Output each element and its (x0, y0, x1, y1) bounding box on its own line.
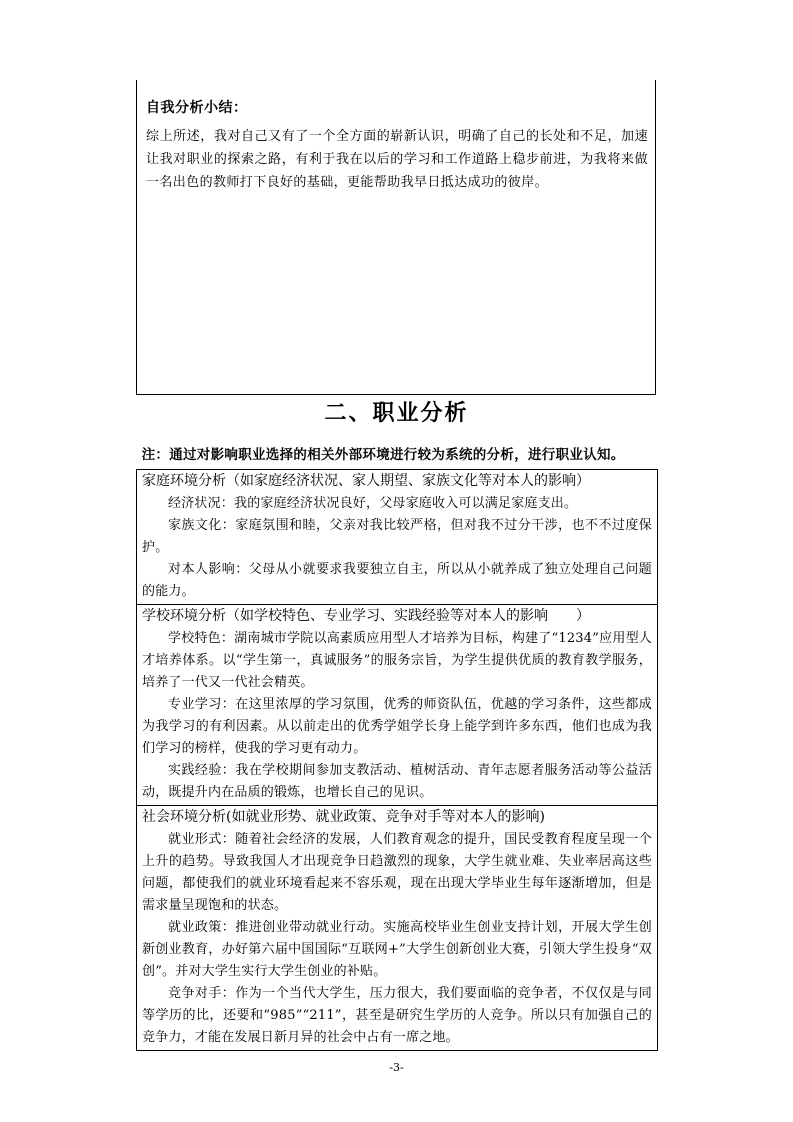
school-environment-heading: 学校环境分析（如学校特色、专业学习、实践经验等对本人的影响 ） (142, 608, 590, 624)
page-number: -3- (389, 1061, 404, 1074)
school-practice-paragraph: 实践经验：我在学校期间参加支教活动、植树活动、青年志愿者服务活动等公益活动，既提升内在品质的锻炼，也增长自己的见识。 (142, 763, 652, 800)
family-influence-paragraph: 对本人影响：父母从小就要求我要独立自主，所以从小就养成了独立处理自己问题的能力。 (142, 562, 652, 599)
section-note: 注：通过对影响职业选择的相关外部环境进行较为系统的分析，进行职业认知。 (141, 447, 625, 463)
summary-title: 自我分析小结： (146, 100, 248, 116)
competitors-paragraph: 竞争对手：作为一个当代大学生，压力很大，我们要面临的竞争者，不仅仅是与同等学历的比，还要和“985”“211”，甚至是研究生学历的人竞争。所以只有加强自己的竞争力，才能在发展日新月异的社会中占有一席之地。 (142, 986, 652, 1045)
career-analysis-section (0, 397, 793, 1075)
employment-situation-paragraph: 就业形式：随着社会经济的发展，人们教育观念的提升，国民受教育程度呈现一个上升的趋势。导致我国人才出现竞争日趋激烈的现象，大学生就业难、失业率居高这些问题，都使我们的就业环境看起来不容乐观，现在出现大学毕业生每年逐渐增加，但是需求量呈现饱和的状态。 (142, 832, 652, 913)
family-economic-paragraph: 经济状况：我的家庭经济状况良好，父母家庭收入可以满足家庭支出。 (168, 496, 578, 511)
family-culture-paragraph: 家族文化：家庭氛围和睦，父亲对我比较严格，但对我不过分干涉，也不不过度保护。 (142, 518, 652, 555)
summary-body: 综上所述，我对自己又有了一个全方面的崭新认识，明确了自己的长处和不足，加速让我对职业的探索之路，有利于我在以后的学习和工作道路上稳步前进，为我将来做一名出色的教师打下良好的基础，更能帮助我早日抵达成功的彼岸。 (146, 129, 648, 190)
employment-policy-paragraph: 就业政策：推进创业带动就业行动。实施高校毕业生创业支持计划，开展大学生创新创业教育，办好第六届中国国际“互联网+”大学生创新创业大赛，引领大学生投身“双创”。并对大学生实行大学生创业的补贴。 (142, 920, 652, 979)
table-row-family (137, 470, 658, 605)
family-environment-heading: 家庭环境分析（如家庭经济状况、家人期望、家族文化等对本人的影响） (142, 473, 590, 489)
school-environment-cell (137, 605, 658, 806)
school-study-paragraph: 专业学习：在这里浓厚的学习氛围，优秀的师资队伍，优越的学习条件，这些都成为我学习的有利因素。从以前走出的优秀学姐学长身上能学到许多东西，他们也成为我们学习的榜样，使我的学习更有动力。 (142, 697, 652, 756)
social-environment-heading: 社会环境分析(如就业形势、就业政策、竞争对手等对本人的影响) (142, 809, 545, 825)
family-environment-cell (137, 470, 658, 605)
table-row-school (137, 605, 658, 806)
social-environment-cell (137, 806, 658, 1051)
career-analysis-table (136, 469, 658, 1051)
section-title: 二、职业分析 (324, 401, 469, 426)
school-feature-paragraph: 学校特色：湖南城市学院以高素质应用型人才培养为目标，构建了“1234”应用型人才培养体系。以“学生第一，真诚服务”的服务宗旨，为学生提供优质的教育教学服务，培养了一代又一代社会精英。 (142, 631, 652, 690)
table-row-society (137, 806, 658, 1051)
